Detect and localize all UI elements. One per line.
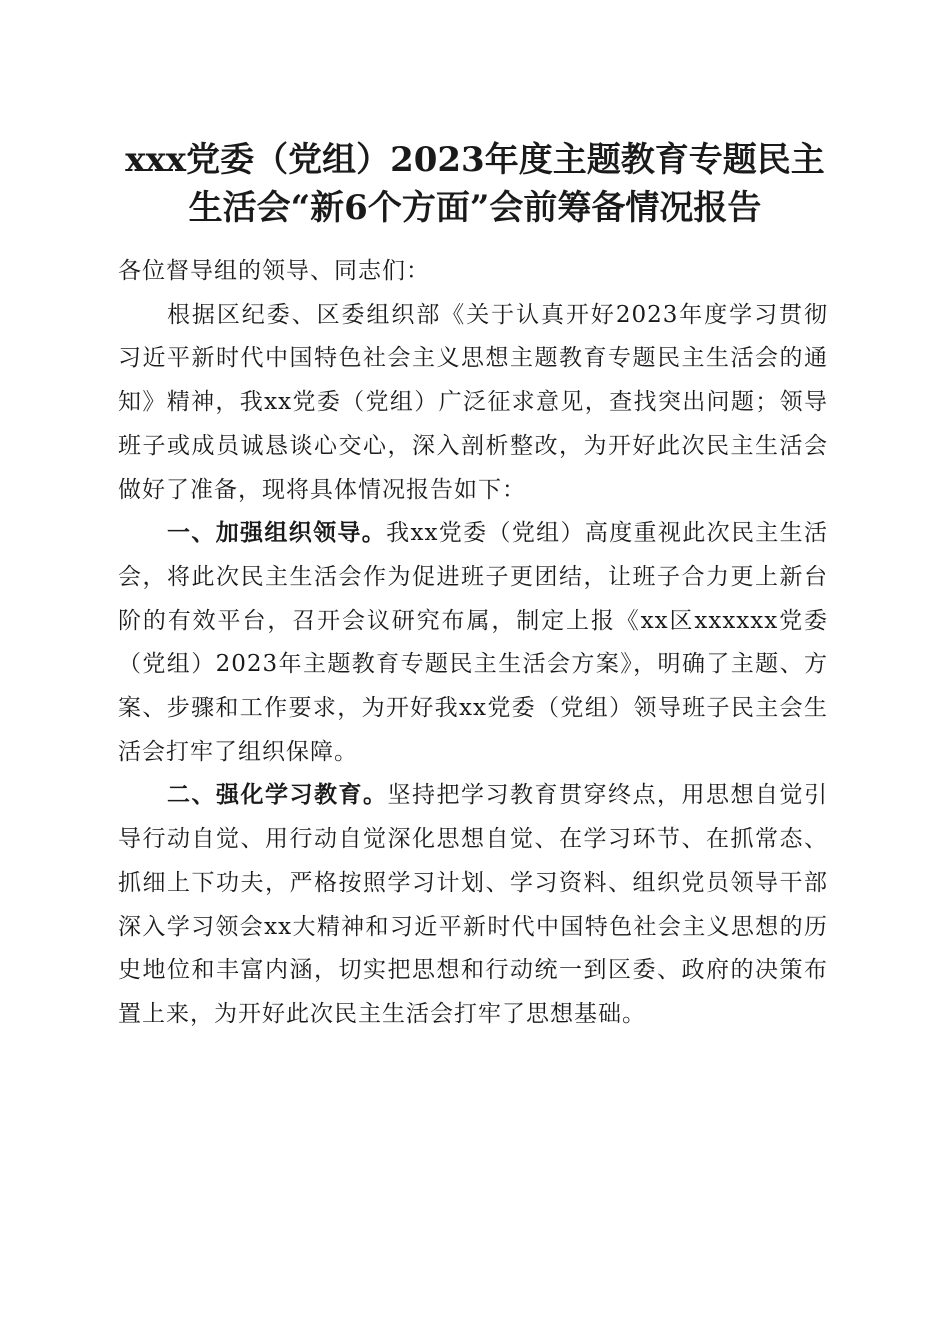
section-1-heading: 一、加强组织领导。 [167, 520, 387, 547]
section-2-text: 坚持把学习教育贯穿终点，用思想自觉引导行动自觉、用行动自觉深化思想自觉、在学习环节、在抓常态、抓细上下功夫，严格按照学习计划、学习资料、组织党员领导干部深入学习领会xx大精神和习近平新时代中国特色社会主义思想的历史地位和丰富内涵，切实把思想和行动统一到区委、政府的决策布置上来，为开好此次民主生活会打牢了思想基础。 [118, 782, 828, 1027]
document-title [90, 136, 860, 232]
section-1-paragraph [118, 512, 828, 774]
title-line-2: 生活会“新6个方面”会前筹备情况报告 [188, 188, 762, 228]
document-body [118, 250, 828, 1037]
intro-paragraph: 根据区纪委、区委组织部《关于认真开好2023年度学习贯彻习近平新时代中国特色社会主义思想主题教育专题民主生活会的通知》精神，我xx党委（党组）广泛征求意见，查找突出问题；领导班子或成员诚恳谈心交心，深入剖析整改，为开好此次民主生活会做好了准备，现将具体情况报告如下： [118, 301, 828, 503]
title-line-1: xxx党委（党组）2023年度主题教育专题民主 [125, 140, 825, 180]
section-2-heading: 二、强化学习教育。 [167, 782, 388, 809]
section-1-text: 我xx党委（党组）高度重视此次民主生活会，将此次民主生活会作为促进班子更团结，让班子合力更上新台阶的有效平台，召开会议研究布属，制定上报《xx区xxxxxx党委（党组）2023年主题教育专题民主生活会方案》，明确了主题、方案、步骤和工作要求，为开好我xx党委（党组）领导班子民主会生活会打牢了组织保障。 [118, 520, 828, 765]
section-2-paragraph [118, 774, 828, 1036]
salutation: 各位督导组的领导、同志们： [118, 258, 430, 284]
